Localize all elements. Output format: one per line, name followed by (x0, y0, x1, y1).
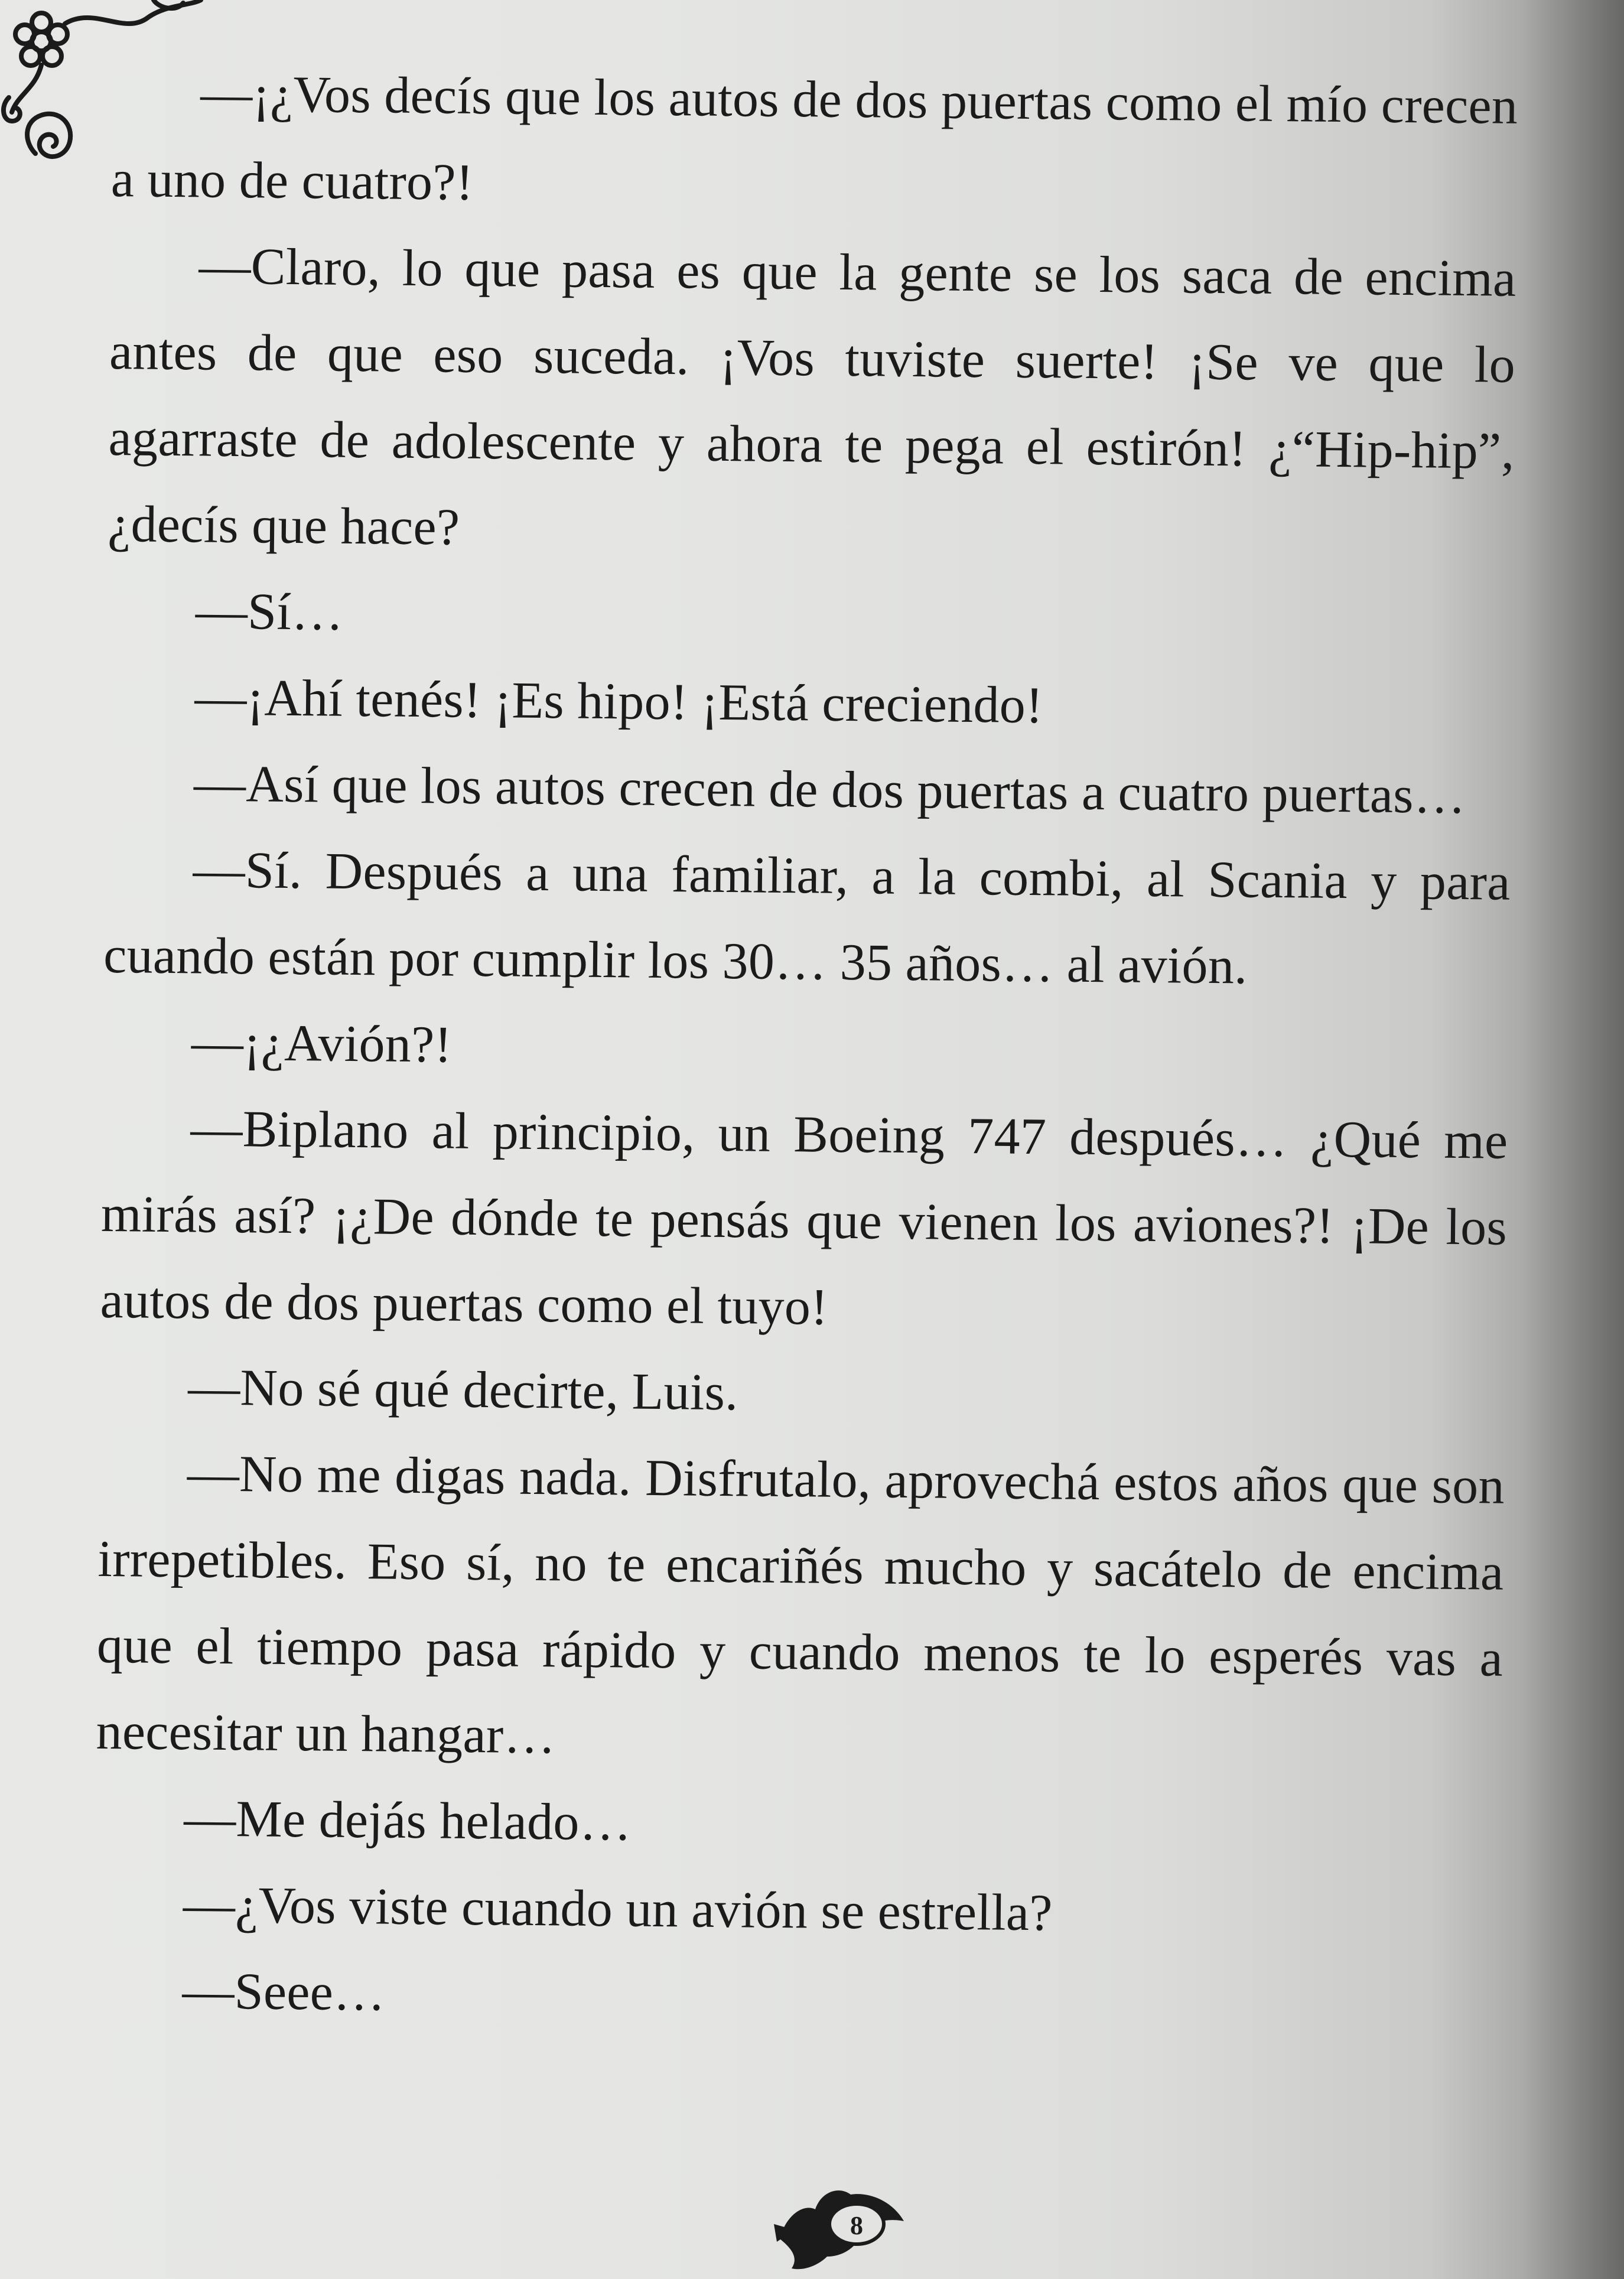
dialogue-paragraph: —Sí… (195, 582, 344, 642)
dialogue-paragraph: —Claro, lo que pasa es que la gente se los saca de encima antes de que eso suceda. ¡Vos tuviste suerte! ¡Se ve que lo agarraste de adolescente y ahora te pega el estirón! ¿“Hip-hip”, ¿decís que hace? (107, 237, 1516, 556)
dialogue-paragraph: —Así que los autos crecen de dos puertas a cuatro puertas… (193, 755, 1466, 825)
dialogue-paragraph: —Seee… (181, 1962, 386, 2022)
page-number: 8 (850, 2211, 863, 2240)
dialogue-paragraph: —Biplano al principio, un Boeing 747 después… ¿Qué me mirás así? ¡¿De dónde te pensás que vienen los aviones?! ¡De los autos de dos puertas como el tuyo! (100, 1100, 1508, 1336)
dialogue-paragraph: —¡Ahí tenés! ¡Es hipo! ¡Está creciendo! (194, 669, 1044, 735)
bird-ornament-icon (762, 2168, 916, 2274)
dialogue-paragraph: —¡¿Avión?! (191, 1014, 453, 1074)
dialogue-paragraph: —No sé qué decirte, Luis. (187, 1359, 738, 1422)
dialogue-paragraph: —Sí. Después a una familiar, a la combi, al Scania y para cuando están por cumplir los 30… 35 años… al avión. (103, 841, 1511, 995)
dialogue-paragraph: —¿Vos viste cuando un avión se estrella? (183, 1876, 1053, 1942)
dialogue-paragraph: —Me dejás helado… (183, 1790, 632, 1852)
dialogue-paragraph: —¡¿Vos decís que los autos de dos puertas como el mío crecen a uno de cuatro?! (110, 65, 1518, 211)
dialogue-paragraph: —No me digas nada. Disfrutalo, aprovechá estos años que son irrepetibles. Eso sí, no te encariñés mucho y sacátelo de encima que el tiempo pasa rápido y cuando menos te lo esperés vas a necesitar un hangar… (96, 1445, 1505, 1765)
page-body-text (93, 50, 1518, 2047)
page-edge-shadow (1524, 0, 1624, 2279)
